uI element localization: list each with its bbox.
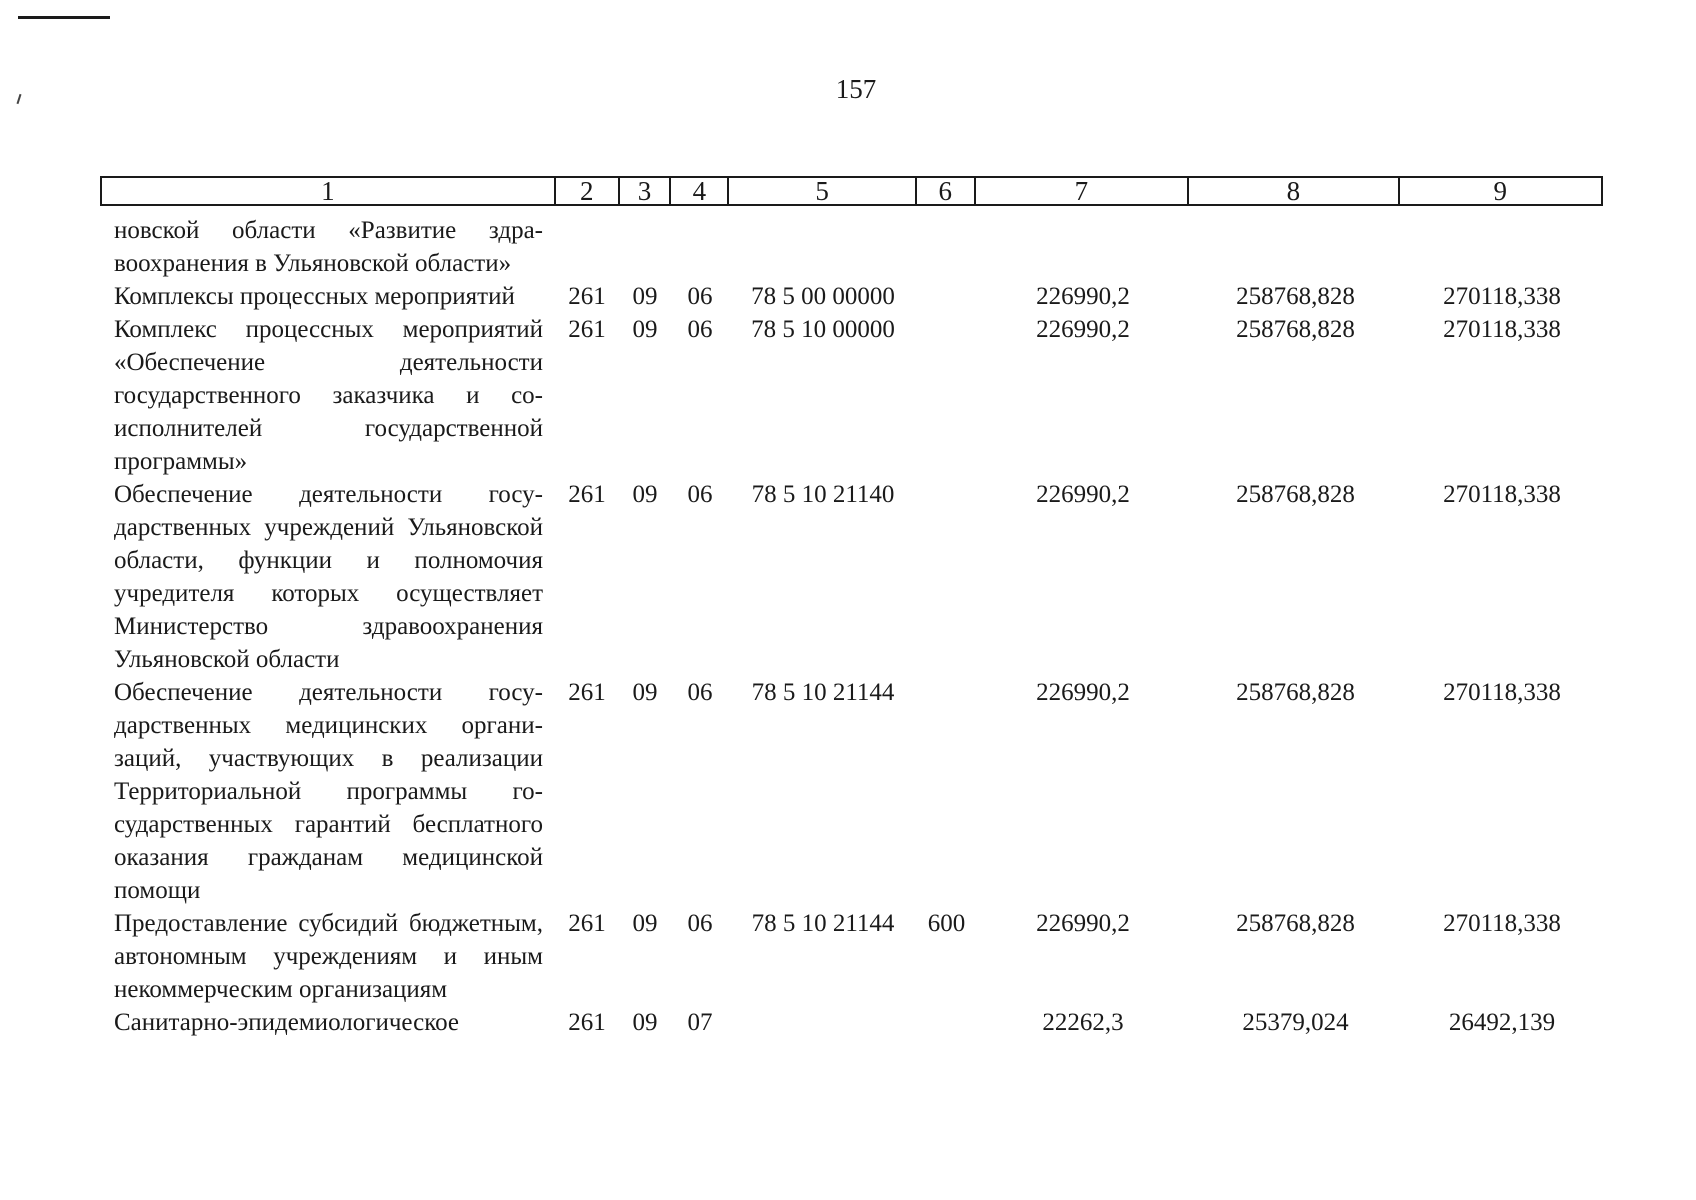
- header-col-4: 4: [671, 178, 729, 204]
- header-col-2: 2: [556, 178, 620, 204]
- row-col-3: 09: [632, 910, 658, 937]
- row-col-9: 26492,139: [1448, 1009, 1556, 1036]
- row-name: Предоставление субсидий бюджетным, автономным учреждениям и иным некоммерческим организациям: [114, 910, 543, 1003]
- row-col-4: 06: [687, 283, 713, 310]
- table-row: [100, 907, 1603, 1006]
- row-col-2: 261: [568, 316, 606, 343]
- table-row: [100, 313, 1603, 478]
- row-col-3: 09: [632, 283, 658, 310]
- row-col-7: 226990,2: [1036, 481, 1130, 508]
- row-col-8: 25379,024: [1242, 1009, 1349, 1036]
- table-header-row: [100, 176, 1603, 206]
- row-col-7: 22262,3: [1042, 1009, 1124, 1036]
- row-col-5: 78 5 10 21144: [751, 679, 895, 706]
- row-col-8: 258768,828: [1236, 316, 1355, 343]
- row-col-4: 06: [687, 316, 713, 343]
- row-col-9: 270118,338: [1443, 910, 1561, 937]
- row-col-3: 09: [632, 481, 658, 508]
- header-col-7: 7: [976, 178, 1189, 204]
- row-name: новской области «Развитие здравоохранения в Ульяновской области»: [114, 217, 543, 277]
- row-col-2: 261: [568, 283, 606, 310]
- row-col-6: 600: [927, 910, 966, 937]
- row-name: Комплекс процессных мероприятий «Обеспечение деятельности государственного заказчика и соисполнителей государственной программы»: [114, 316, 543, 475]
- table-row: [100, 280, 1603, 313]
- row-name: Обеспечение деятельности государственных учреждений Ульяновской области, функции и полномочия учредителя которых осуществляет Министерство здравоохранения Ульяновской области: [114, 481, 543, 673]
- row-col-3: 09: [632, 316, 658, 343]
- row-col-9: 270118,338: [1443, 481, 1561, 508]
- header-col-8: 8: [1189, 178, 1399, 204]
- header-col-9: 9: [1493, 176, 1507, 206]
- row-col-7: 226990,2: [1036, 316, 1130, 343]
- page-number: 157: [835, 74, 877, 104]
- row-col-5: 78 5 10 21144: [751, 910, 895, 937]
- table-row: [100, 478, 1603, 676]
- row-col-8: 258768,828: [1236, 679, 1355, 706]
- row-col-4: 07: [687, 1009, 713, 1036]
- header-col-3: 3: [620, 178, 672, 204]
- row-col-8: 258768,828: [1236, 910, 1355, 937]
- scan-artifact-line: [18, 16, 110, 19]
- row-col-9: 270118,338: [1443, 283, 1561, 310]
- row-col-4: 06: [687, 910, 713, 937]
- row-col-9: 270118,338: [1443, 316, 1561, 343]
- table-row: [100, 1006, 1603, 1039]
- header-col-1: 1: [102, 178, 556, 204]
- row-col-9: 270118,338: [1443, 679, 1561, 706]
- row-col-5: 78 5 10 00000: [751, 316, 895, 343]
- table-body: [100, 214, 1603, 1039]
- row-col-4: 06: [687, 481, 713, 508]
- row-col-5: 78 5 10 21140: [751, 481, 895, 508]
- table-row: [100, 214, 1603, 280]
- table-row: [100, 676, 1603, 907]
- row-name: Обеспечение деятельности государственных медицинских организаций, участвующих в реализации Территориальной программы государственных гарантий бесплатного оказания гражданам медицинской помощи: [114, 679, 543, 904]
- row-col-7: 226990,2: [1036, 679, 1130, 706]
- row-col-8: 258768,828: [1236, 283, 1355, 310]
- row-col-7: 226990,2: [1036, 283, 1130, 310]
- row-col-4: 06: [687, 679, 713, 706]
- row-col-8: 258768,828: [1236, 481, 1355, 508]
- row-col-3: 09: [632, 679, 658, 706]
- row-col-2: 261: [568, 679, 606, 706]
- row-col-3: 09: [632, 1009, 658, 1036]
- row-name: Комплексы процессных мероприятий: [114, 283, 515, 310]
- row-col-2: 261: [568, 910, 606, 937]
- header-col-5: 5: [729, 178, 917, 204]
- row-col-2: 261: [568, 481, 606, 508]
- row-col-5: 78 5 00 00000: [751, 283, 895, 310]
- row-col-7: 226990,2: [1036, 910, 1130, 937]
- row-name: Санитарно-эпидемиологическое: [114, 1009, 460, 1036]
- header-col-6: 6: [917, 178, 976, 204]
- row-col-2: 261: [568, 1009, 606, 1036]
